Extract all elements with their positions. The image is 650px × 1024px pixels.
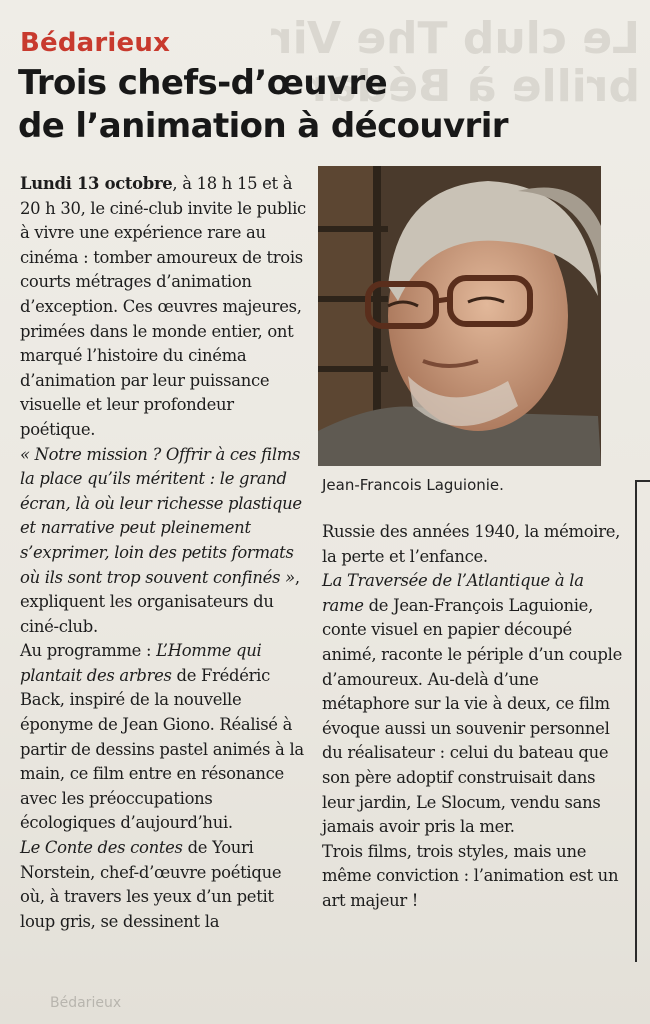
photo-caption: Jean-Francois Laguionie.	[322, 476, 504, 494]
programme-paragraph: Au programme : L’Homme qui plantait des arbres de Frédéric Back, inspiré de la nouvelle éponyme de Jean Giono. Réalisé à partir de dessins pastel animés à la main, ce film entre en résonance avec les préoccupations écologiques d’aujourd’hui.	[20, 641, 304, 833]
film2-continued: Russie des années 1940, la mémoire, la perte et l’enfance.	[322, 522, 621, 566]
film3-paragraph: La Traversée de l’Atlantique à la rame de Jean-François Laguionie, conte visuel en papier découpé animé, raconte le périple d’un couple d’amoureux. Au-delà d’une métaphore sur la vie à deux, ce film évoque aussi un souvenir personnel du réalisateur : celui du bateau que son père adoptif construisait dans leur jardin, Le Slocum, vendu sans jamais avoir pris la mer.	[322, 571, 622, 837]
quote-paragraph: « Notre mission ? Offrir à ces films la place qu’ils méritent : le grand écran, là où leur richesse plastique et narrative peut pleinement s’exprimer, loin des petits formats où ils sont trop souvent confinés », expliquent les organisateurs du ciné-club.	[20, 444, 302, 636]
article-headline	[18, 62, 578, 148]
bleed-footer-left: Bédarieux	[50, 995, 122, 1011]
article-column-2	[322, 520, 622, 914]
article-column-1	[20, 172, 310, 934]
bleed-through-text: Le club The Vir brille à Bédar	[270, 13, 640, 112]
film2-paragraph: Le Conte des contes de Youri Norstein, chef-d’œuvre poétique où, à travers les yeux d’un petit loup gris, se dessinent la	[20, 838, 282, 931]
location-kicker: Bédarieux	[20, 28, 171, 58]
headline-line-1: Trois chefs-d’œuvre	[18, 63, 388, 103]
headline-line-2: de l’animation à découvrir	[18, 106, 508, 146]
lead-paragraph: Lundi 13 octobre, à 18 h 15 et à 20 h 30, le ciné-club invite le public à vivre une expérience rare au cinéma : tomber amoureux de trois courts métrages d’animation d’exception. Ces œuvres majeures, primées dans le monde entier, ont marqué l’histoire du cinéma d’animation par leur puissance visuelle et leur profondeur poétique.	[20, 174, 306, 439]
closing-paragraph: Trois films, trois styles, mais une même conviction : l’animation est un art majeur !	[322, 841, 619, 910]
portrait-photo	[318, 166, 601, 466]
portrait-illustration	[318, 166, 601, 466]
adjacent-column-border	[635, 480, 650, 962]
